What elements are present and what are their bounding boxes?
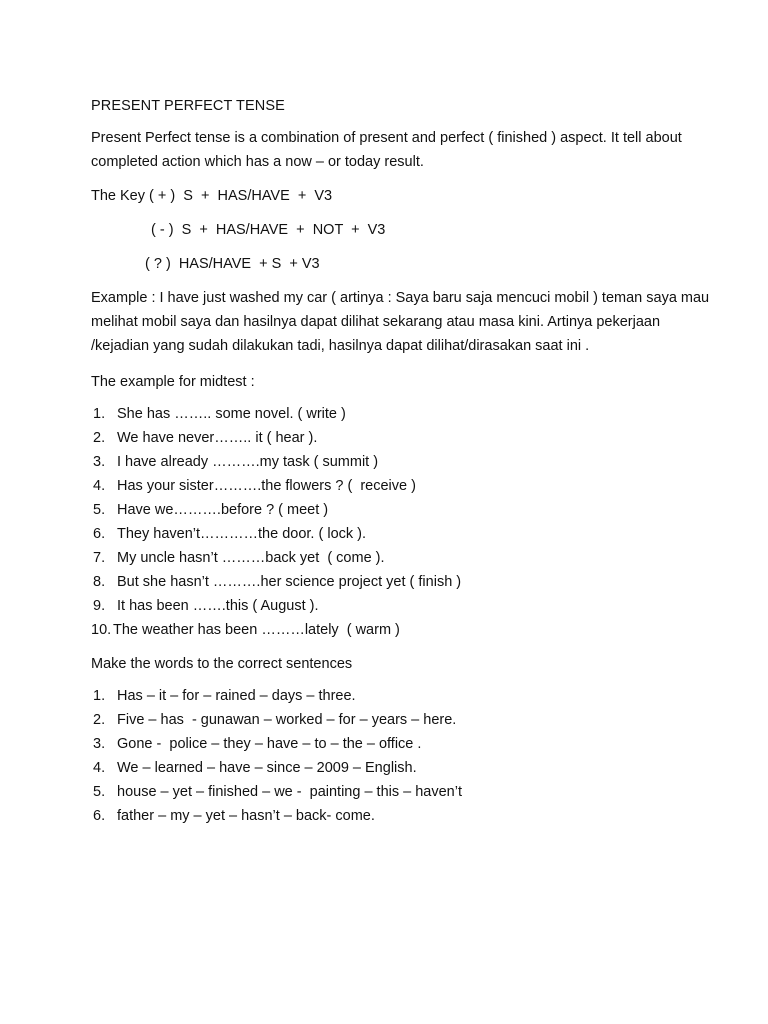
- intro-paragraph: Present Perfect tense is a combination of present and perfect ( finished ) aspect. It tell about completed action which has a now – or today result.: [91, 130, 682, 170]
- list-item-text: house – yet – finished – we - painting – this – haven’t: [117, 784, 462, 800]
- list-item: [91, 618, 711, 642]
- list-item-number: 8.: [93, 574, 106, 590]
- list-item-text: My uncle hasn’t ………back yet ( come ).: [117, 550, 385, 566]
- list-item-text: Have we……….before ? ( meet ): [117, 502, 329, 518]
- list-item: [91, 546, 711, 570]
- list-item-text: Has your sister……….the flowers ? ( receive ): [117, 478, 416, 494]
- list-item-number: 1.: [93, 406, 106, 422]
- list-item-number: 1.: [93, 688, 106, 704]
- list-item: [91, 450, 711, 474]
- list-item: [91, 522, 711, 546]
- list-item-number: 6.: [93, 808, 106, 824]
- list-item: [91, 684, 711, 708]
- list-item-number: 4.: [93, 760, 106, 776]
- list-item-number: 5.: [93, 784, 106, 800]
- list-item-number: 3.: [93, 736, 106, 752]
- key-formula-question: ( ? ) HAS/HAVE + S + V3: [145, 256, 320, 272]
- sentences-list: [91, 684, 711, 828]
- list-item: [91, 426, 711, 450]
- list-item-text: They haven’t…………the door. ( lock ).: [117, 526, 367, 542]
- list-item-number: 2.: [93, 430, 106, 446]
- list-item-text: Five – has - gunawan – worked – for – years – here.: [117, 712, 457, 728]
- list-item-number: 5.: [93, 502, 106, 518]
- sentences-heading: Make the words to the correct sentences: [91, 656, 353, 672]
- list-item-number: 6.: [93, 526, 106, 542]
- list-item: [91, 732, 711, 756]
- list-item-text: The weather has been ………lately ( warm ): [113, 622, 400, 638]
- list-item-number: 4.: [93, 478, 106, 494]
- list-item: [91, 594, 711, 618]
- list-item-number: 10.: [91, 622, 112, 638]
- list-item: [91, 780, 711, 804]
- list-item: [91, 474, 711, 498]
- list-item: [91, 708, 711, 732]
- key-formula-positive: The Key ( + ) S + HAS/HAVE + V3: [91, 188, 333, 204]
- list-item-number: 2.: [93, 712, 106, 728]
- key-formula-negative: ( - ) S + HAS/HAVE + NOT + V3: [151, 222, 386, 238]
- list-item: [91, 570, 711, 594]
- list-item-text: father – my – yet – hasn’t – back- come.: [117, 808, 375, 824]
- list-item: [91, 498, 711, 522]
- list-item: [91, 804, 711, 828]
- list-item-number: 9.: [93, 598, 106, 614]
- midtest-list: [91, 402, 711, 642]
- list-item-text: But she hasn’t ……….her science project yet ( finish ): [117, 574, 462, 590]
- list-item-number: 7.: [93, 550, 106, 566]
- list-item-number: 3.: [93, 454, 106, 470]
- document-page: [91, 94, 711, 838]
- list-item-text: She has …….. some novel. ( write ): [117, 406, 346, 422]
- midtest-heading: The example for midtest :: [91, 374, 255, 390]
- list-item-text: We – learned – have – since – 2009 – English.: [117, 760, 417, 776]
- example-paragraph: Example : I have just washed my car ( artinya : Saya baru saja mencuci mobil ) teman saya mau melihat mobil saya dan hasilnya dapat dilihat sekarang atau masa kini. Artinya pekerjaan /kejadian yang sudah dilakukan tadi, hasilnya dapat dilihat/dirasakan saat ini .: [91, 290, 710, 354]
- list-item-text: We have never…….. it ( hear ).: [117, 430, 318, 446]
- list-item-text: Gone - police – they – have – to – the – office .: [117, 736, 422, 752]
- list-item: [91, 402, 711, 426]
- list-item: [91, 756, 711, 780]
- document-title: PRESENT PERFECT TENSE: [91, 98, 285, 114]
- list-item-text: I have already ……….my task ( summit ): [117, 454, 379, 470]
- list-item-text: It has been …….this ( August ).: [117, 598, 319, 614]
- list-item-text: Has – it – for – rained – days – three.: [117, 688, 356, 704]
